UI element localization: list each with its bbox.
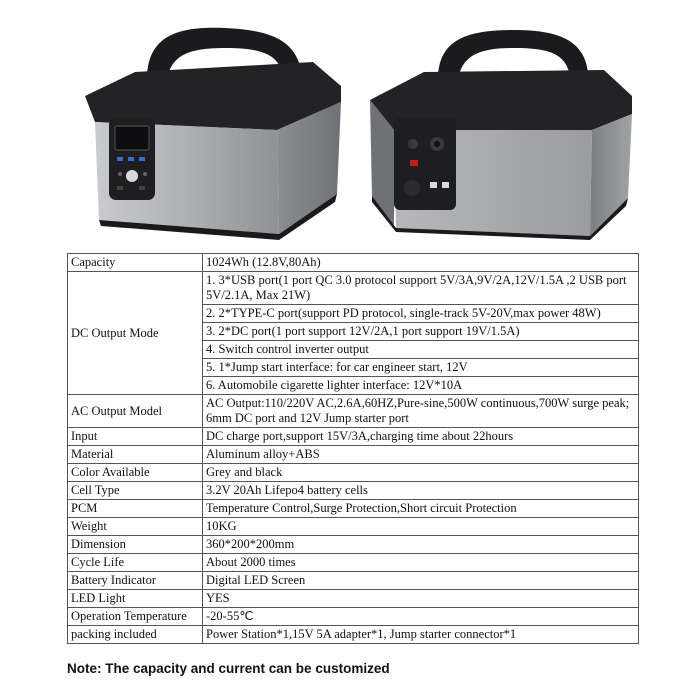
table-row (68, 626, 639, 644)
row-label: packing included (68, 626, 203, 644)
row-value: 1024Wh (12.8V,80Ah) (203, 254, 639, 272)
table-row (68, 428, 639, 446)
row-value: 360*200*200mm (203, 536, 639, 554)
spec-table (67, 253, 639, 644)
table-row (68, 518, 639, 536)
row-label: Operation Temperature (68, 608, 203, 626)
customization-note: Note: The capacity and current can be customized (67, 661, 390, 676)
row-value: About 2000 times (203, 554, 639, 572)
table-row (68, 272, 639, 305)
table-row (68, 395, 639, 428)
row-value: Aluminum alloy+ABS (203, 446, 639, 464)
row-value: DC charge port,support 15V/3A,charging time about 22hours (203, 428, 639, 446)
row-value: Temperature Control,Surge Protection,Short circuit Protection (203, 500, 639, 518)
row-label: Battery Indicator (68, 572, 203, 590)
row-label: Cell Type (68, 482, 203, 500)
row-label: DC Output Mode (68, 272, 203, 395)
row-label: Material (68, 446, 203, 464)
row-value: 10KG (203, 518, 639, 536)
row-label: PCM (68, 500, 203, 518)
row-label: Weight (68, 518, 203, 536)
table-row (68, 500, 639, 518)
row-label: Input (68, 428, 203, 446)
table-row (68, 608, 639, 626)
row-label: Dimension (68, 536, 203, 554)
row-value: 4. Switch control inverter output (203, 341, 639, 359)
row-value: Power Station*1,15V 5A adapter*1, Jump starter connector*1 (203, 626, 639, 644)
table-row (68, 464, 639, 482)
row-value: 1. 3*USB port(1 port QC 3.0 protocol support 5V/3A,9V/2A,12V/1.5A ,2 USB port 5V/2.1A, Max 21W) (203, 272, 639, 305)
row-value: 2. 2*TYPE-C port(support PD protocol, single-track 5V-20V,max power 48W) (203, 305, 639, 323)
table-row (68, 572, 639, 590)
row-label: LED Light (68, 590, 203, 608)
row-value: -20-55℃ (203, 608, 639, 626)
row-value: 6. Automobile cigarette lighter interface: 12V*10A (203, 377, 639, 395)
row-value: 5. 1*Jump start interface: for car engineer start, 12V (203, 359, 639, 377)
row-label: Cycle Life (68, 554, 203, 572)
row-value: Digital LED Screen (203, 572, 639, 590)
row-label: Color Available (68, 464, 203, 482)
table-row (68, 482, 639, 500)
row-value: 3.2V 20Ah Lifepo4 battery cells (203, 482, 639, 500)
row-value: 3. 2*DC port(1 port support 12V/2A,1 port support 19V/1.5A) (203, 323, 639, 341)
power-station-back-photo (358, 18, 640, 240)
power-station-front-photo (65, 18, 347, 240)
table-row (68, 554, 639, 572)
table-row (68, 446, 639, 464)
row-value: YES (203, 590, 639, 608)
row-value: AC Output:110/220V AC,2.6A,60HZ,Pure-sine,500W continuous,700W surge peak; 6mm DC port and 12V Jump starter port (203, 395, 639, 428)
row-value: Grey and black (203, 464, 639, 482)
table-row (68, 590, 639, 608)
table-row (68, 536, 639, 554)
table-row (68, 254, 639, 272)
row-label: Capacity (68, 254, 203, 272)
row-label: AC Output Model (68, 395, 203, 428)
